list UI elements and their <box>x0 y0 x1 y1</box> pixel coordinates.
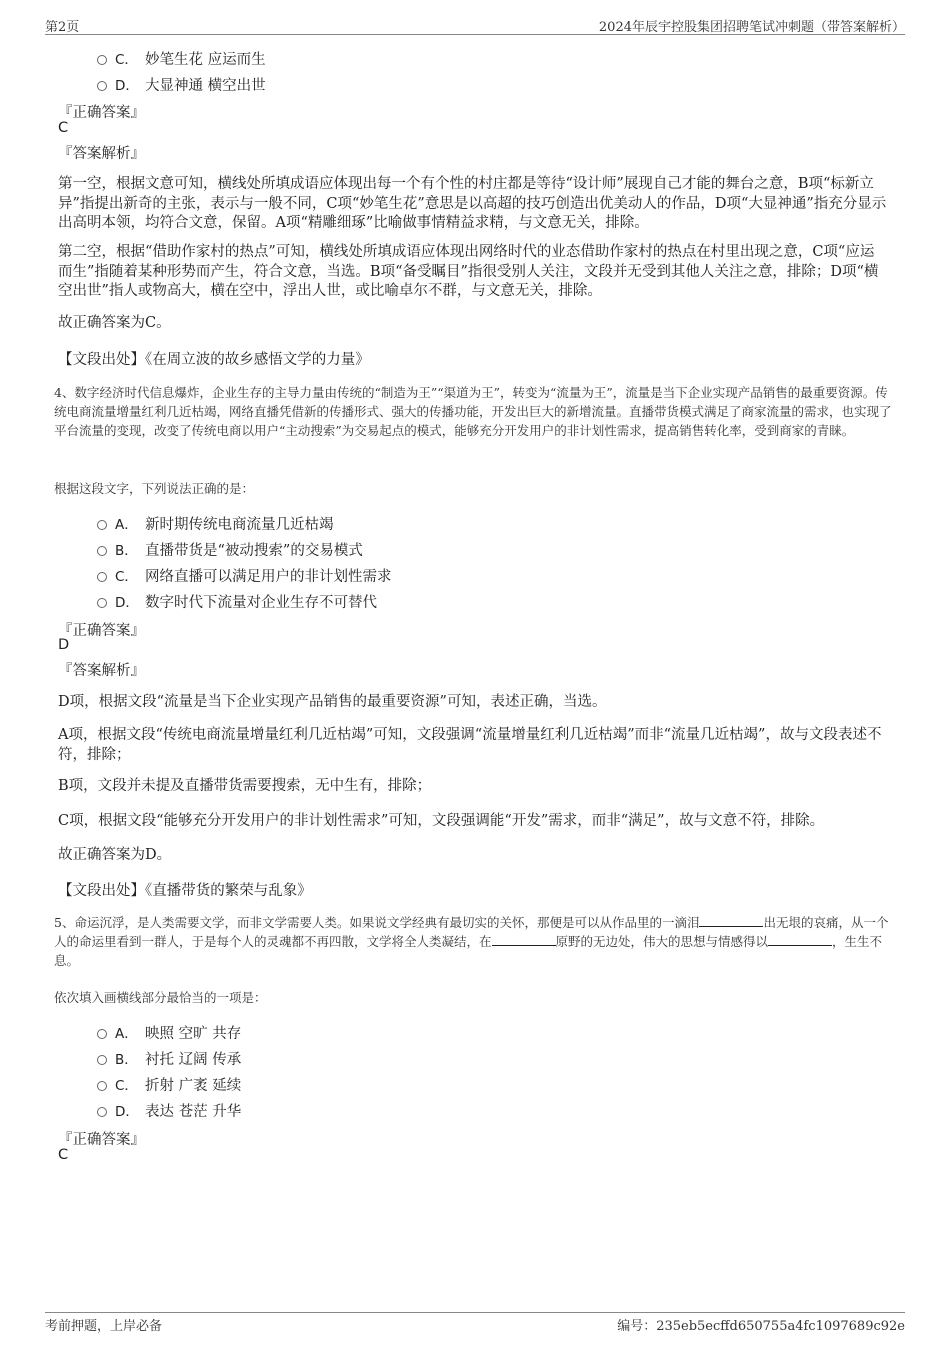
question-prompt: 根据这段文字，下列说法正确的是： <box>54 481 255 496</box>
answer-label: 『正确答案』 <box>58 1132 145 1148</box>
question-stem: 5、命运沉浮，是人类需要文学，而非文学需要人类。如果说文学经典有最切实的关怀，那便是可以从作品里的一滴泪 出无垠的哀痛，从一个人的命运里看到一群人，于是每个人的灵魂都不再四散，文学将全人类凝结，在 原野的无边处，伟大的思想与情感得以 ，生生不息。 <box>54 915 889 968</box>
analysis-paragraph: 第一空，根据文意可知，横线处所填成语应体现出每一个有个性的村庄都是等待“设计师”展现自己才能的舞台之意，B项“标新立异”指提出新奇的主张，表示与一般不同，C项“妙笔生花”意思是以高超的技巧创造出优美动人的作品，D项“大显神通”指充分显示出高明本领，均符合文意，保留。A项“精雕细琢”比喻做事情精益求精，与文意无关，排除。 <box>58 176 887 231</box>
analysis-paragraph: B项，文段并未提及直播带货需要搜索，无中生有，排除； <box>58 778 432 794</box>
analysis-paragraph: A项，根据文段“传统电商流量增量红利几近枯竭”可知，文段强调“流量增量红利几近枯竭”而非“流量几近枯竭”，故与文段表述不符，排除； <box>58 727 882 763</box>
radio-icon[interactable] <box>97 546 107 556</box>
source-citation: 【文段出处】《在周立波的故乡感悟文学的力量》 <box>58 352 370 368</box>
radio-icon[interactable] <box>97 55 107 65</box>
radio-icon[interactable] <box>97 1029 107 1039</box>
fill-blank <box>768 933 832 946</box>
footer-slogan: 考前押题，上岸必备 <box>45 1319 163 1334</box>
option-d[interactable]: D． 数字时代下流量对企业生存不可替代 <box>97 591 377 612</box>
option-c[interactable]: C． 折射 广袤 延续 <box>97 1074 241 1095</box>
option-c[interactable]: C． 妙笔生花 应运而生 <box>97 48 266 69</box>
radio-icon[interactable] <box>97 598 107 608</box>
analysis-paragraph: 第二空，根据“借助作家村的热点”可知，横线处所填成语应体现出网络时代的业态借助作家村的热点在村里出现之意，C项“应运而生”指随着某种形势而产生，符合文意，当选。B项“备受瞩目”指很受别人关注，文段并无受到其他人关注之意，排除；D项“横空出世”指人或物高大，横在空中，浮出人世，或比喻卓尔不群，与文意无关，排除。 <box>58 244 879 299</box>
answer-value: D <box>58 637 70 653</box>
fill-blank <box>699 914 763 927</box>
question-prompt: 依次填入画横线部分最恰当的一项是： <box>54 990 267 1005</box>
option-d[interactable]: D． 表达 苍茫 升华 <box>97 1100 241 1121</box>
question-stem: 4、数字经济时代信息爆炸，企业生存的主导力量由传统的“制造为王”“渠道为王”，转变为“流量为王”，流量是当下企业实现产品销售的最重要资源。传统电商流量增量红利几近枯竭，网络直播凭借新的传播形式、强大的传播功能，开发出巨大的新增流量。直播带货模式满足了商家流量的需求，也实现了平台流量的变现，改变了传统电商以用户“主动搜索”为交易起点的模式，能够充分开发用户的非计划性需求，提高销售转化率，受到商家的青睐。 <box>54 385 892 438</box>
radio-icon[interactable] <box>97 81 107 91</box>
option-b[interactable]: B． 衬托 辽阔 传承 <box>97 1048 241 1069</box>
radio-icon[interactable] <box>97 572 107 582</box>
radio-icon[interactable] <box>97 520 107 530</box>
answer-label: 『正确答案』 <box>58 105 145 121</box>
document-title: 2024年辰宇控股集团招聘笔试冲刺题（带答案解析） <box>598 20 905 35</box>
page-number: 第2页 <box>45 20 80 35</box>
analysis-conclusion: 故正确答案为C。 <box>58 315 171 331</box>
answer-value: C <box>58 120 69 136</box>
page-header <box>45 14 905 35</box>
radio-icon[interactable] <box>97 1081 107 1091</box>
option-a[interactable]: A． 新时期传统电商流量几近枯竭 <box>97 513 334 534</box>
option-d[interactable]: D． 大显神通 横空出世 <box>97 74 266 95</box>
radio-icon[interactable] <box>97 1055 107 1065</box>
analysis-paragraph: D项，根据文段“流量是当下企业实现产品销售的最重要资源”可知，表述正确，当选。 <box>58 694 607 710</box>
analysis-label: 『答案解析』 <box>58 663 145 679</box>
radio-icon[interactable] <box>97 1107 107 1117</box>
option-c[interactable]: C． 网络直播可以满足用户的非计划性需求 <box>97 565 392 586</box>
analysis-paragraph: C项，根据文段“能够充分开发用户的非计划性需求”可知，文段强调能“开发”需求，而非“满足”，故与文意不符，排除。 <box>58 813 825 829</box>
answer-value: C <box>58 1147 69 1163</box>
option-a[interactable]: A． 映照 空旷 共存 <box>97 1022 241 1043</box>
answer-label: 『正确答案』 <box>58 623 145 639</box>
page-footer <box>45 1312 905 1334</box>
option-b[interactable]: B． 直播带货是“被动搜索”的交易模式 <box>97 539 363 560</box>
source-citation: 【文段出处】《直播带货的繁荣与乱象》 <box>58 883 312 899</box>
analysis-conclusion: 故正确答案为D。 <box>58 847 172 863</box>
fill-blank <box>492 933 556 946</box>
document-serial: 编号：235eb5ecffd650755a4fc1097689c92e <box>617 1319 905 1334</box>
analysis-label: 『答案解析』 <box>58 146 145 162</box>
